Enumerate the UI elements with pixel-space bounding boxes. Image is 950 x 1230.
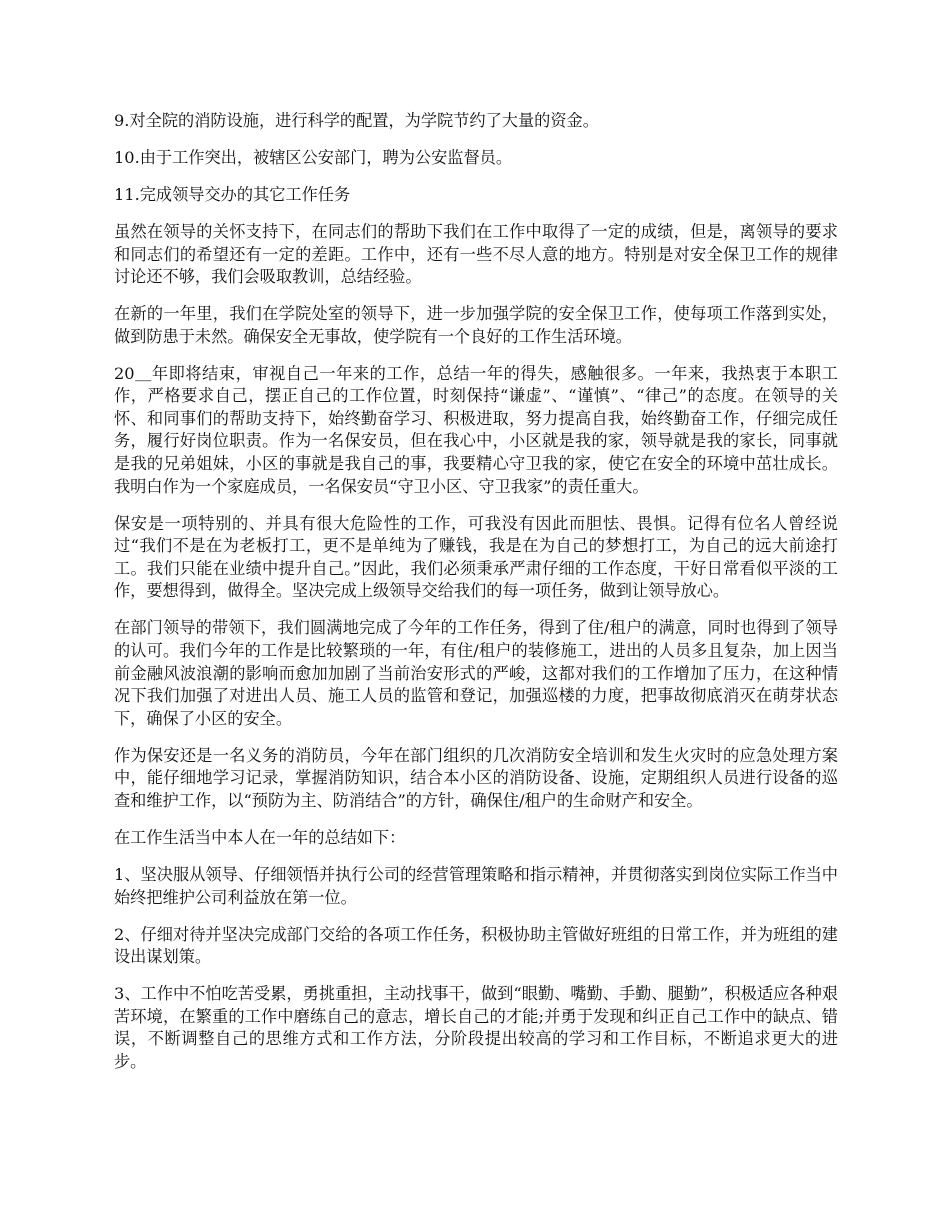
paragraph-shortcomings: 虽然在领导的关怀支持下，在同志们的帮助下我们在工作中取得了一定的成绩，但是，离领导的要求和同志们的希望还有一定的差距。工作中，还有一些不尽人意的地方。特别是对安全保卫工作的规律讨论还不够，我们会吸取教训，总结经验。 (114, 221, 838, 287)
paragraph-new-year-plan: 在新的一年里，我们在学院处室的领导下，进一步加强学院的安全保卫工作，使每项工作落到实处，做到防患于未然。确保安全无事故，使学院有一个良好的工作生活环境。 (114, 304, 838, 346)
paragraph-item-10: 10.由于工作突出，被辖区公安部门，聘为公安监督员。 (114, 147, 513, 167)
paragraph-item-9: 9.对全院的消防设施，进行科学的配置，为学院节约了大量的资金。 (114, 111, 599, 130)
paragraph-year-review: 20＿年即将结束，审视自己一年来的工作，总结一年的得失，感触很多。一年来，我热衷于本职工作，严格要求自己，摆正自己的工作位置，时刻保持“谦虚”、“谨慎”、“律己”的态度。在领导的关怀、和同事们的帮助支持下，始终勤奋学习、积极进取，努力提高自我，始终勤奋工作，仔细完成任务，履行好岗位职责。作为一名保安员，但在我心中，小区就是我的家，领导就是我的家长，同事就是我的兄弟姐妹，小区的事就是我自己的事，我要精心守卫我的家，使它在安全的环境中茁壮成长。我明白作为一个家庭成员，一名保安员“守卫小区、守卫我家”的责任重大。 (114, 363, 838, 496)
list-item-1: 1、坚决服从领导、仔细领悟并执行公司的经营管理策略和指示精神，并贯彻落实到岗位实际工作当中始终把维护公司利益放在第一位。 (114, 864, 838, 907)
document-body (114, 110, 838, 1088)
list-item-2: 2、仔细对待并坚决完成部门交给的各项工作任务，积极协助主管做好班组的日常工作，并为班组的建设出谋划策。 (114, 924, 838, 967)
paragraph-security-attitude: 保安是一项特别的、并具有很大危险性的工作，可我没有因此而胆怯、畏惧。记得有位名人曾经说过“我们不是在为老板打工，更不是单纯为了赚钱，我是在为自己的梦想打工，为自己的远大前途打工。我们只能在业绩中提升自己。”因此，我们必须秉承严肃仔细的工作态度，干好日常看似平淡的工作，要想得到，做得全。坚决完成上级领导交给我们的每一项任务，做到让领导放心。 (114, 513, 838, 601)
paragraph-achievements: 在部门领导的带领下，我们圆满地完成了今年的工作任务，得到了住/租户的满意，同时也得到了领导的认可。我们今年的工作是比较繁琐的一年，有住/租户的装修施工，进出的人员多且复杂，加上因当前金融风波浪潮的影响而愈加加剧了当前治安形式的严峻，这都对我们的工作增加了压力，在这种情况下我们加强了对进出人员、施工人员的监管和登记，加强巡楼的力度，把事故彻底消灭在萌芽状态下，确保了小区的安全。 (114, 618, 838, 728)
paragraph-summary-intro: 在工作生活当中本人在一年的总结如下： (114, 827, 406, 847)
list-item-3: 3、工作中不怕吃苦受累，勇挑重担，主动找事干，做到“眼勤、嘴勤、手勤、腿勤”，积极适应各种艰苦环境，在繁重的工作中磨练自己的意志，增长自己的才能;并勇于发现和纠正自己工作中的缺点、错误，不断调整自己的思维方式和工作方法，分阶段提出较高的学习和工作目标，不断追求更大的进步。 (114, 984, 838, 1071)
paragraph-item-11: 11.完成领导交办的其它工作任务 (114, 184, 351, 204)
paragraph-fire-safety: 作为保安还是一名义务的消防员，今年在部门组织的几次消防安全培训和发生火灾时的应急处理方案中，能仔细地学习记录，掌握消防知识，结合本小区的消防设备、设施，定期组织人员进行设备的巡查和维护工作，以“预防为主、防消结合”的方针，确保住/租户的生命财产和安全。 (114, 745, 838, 810)
